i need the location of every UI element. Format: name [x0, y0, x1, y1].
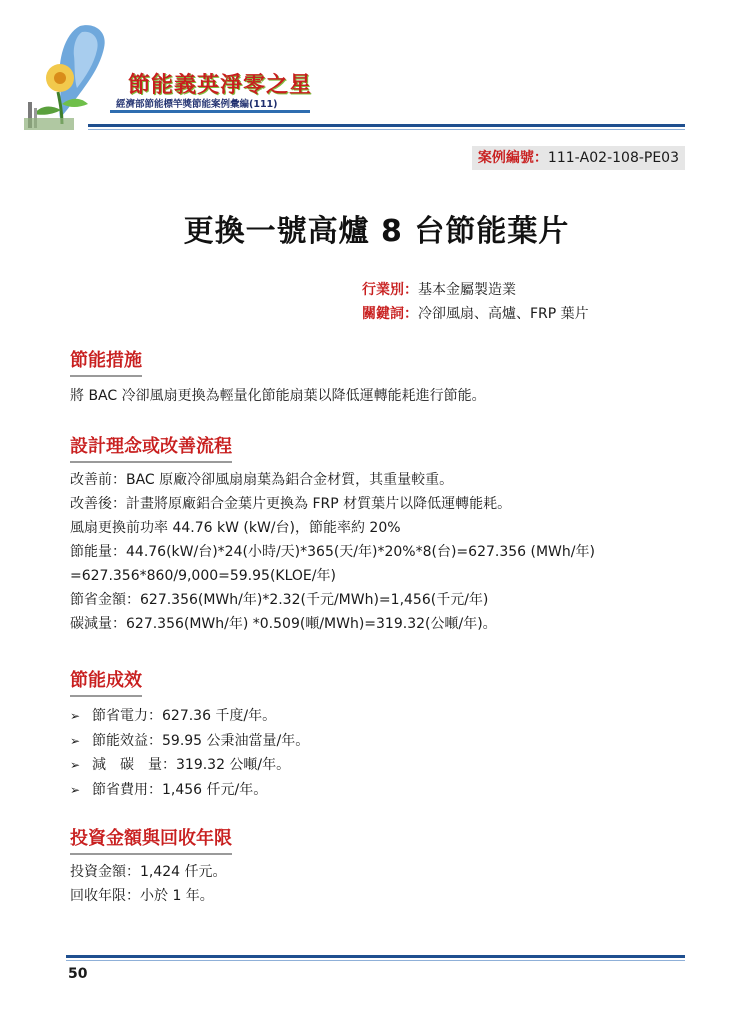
list-item: ➢ 節省費用：1,456 仟元/年。 [70, 778, 309, 803]
case-number [472, 146, 685, 170]
header-accent-bar [110, 110, 310, 113]
investment-line: 投資金額：1,424 仟元。 [70, 864, 227, 880]
design-line: 節能量：44.76(kW/台)*24(小時/天)*365(天/年)*20%*8(台)=627.356 (MWh/年) [70, 544, 595, 560]
case-number-value: 111-A02-108-PE03 [547, 150, 679, 166]
investment-line: 回收年限：小於 1 年。 [70, 888, 214, 904]
industry-row [362, 278, 589, 302]
design-line: =627.356*860/9,000=59.95(KLOE/年) [70, 568, 336, 584]
list-item: ➢ 減 碳 量：319.32 公噸/年。 [70, 753, 309, 778]
design-text [70, 468, 595, 636]
arrow-right-icon: ➢ [70, 709, 81, 723]
design-line: 碳減量：627.356(MWh/年) *0.509(噸/MWh)=319.32(公噸/年)。 [70, 616, 497, 632]
taiwan-landscape-logo-icon [20, 18, 130, 133]
arrow-right-icon: ➢ [70, 733, 81, 748]
header-title: 節能義英淨零之星 [128, 72, 313, 98]
case-number-label: 案例編號： [477, 150, 548, 166]
arrow-right-icon: ➢ [70, 782, 81, 797]
design-line: 風扇更換前功率 44.76 kW (kW/台)，節能率約 20% [70, 520, 401, 536]
list-item: ➢ 節能效益：59.95 公秉油當量/年。 [70, 729, 309, 754]
keywords-label: 關鍵詞： [362, 306, 418, 322]
page-header [20, 18, 320, 138]
bottom-divider-thin [66, 960, 685, 961]
design-line: 改善前：BAC 原廠冷卻風扇扇葉為鋁合金材質，其重量較重。 [70, 472, 454, 488]
section-heading-investment: 投資金額與回收年限 [70, 824, 232, 855]
investment-text [70, 860, 227, 908]
results-list [70, 704, 309, 802]
page-title: 更換一號高爐 8 台節能葉片 [183, 214, 570, 249]
design-line: 改善後：計畫將原廠鋁合金葉片更換為 FRP 材質葉片以降低運轉能耗。 [70, 496, 512, 512]
top-divider-thin [88, 129, 685, 130]
industry-label: 行業別： [362, 282, 418, 298]
section-heading-measures: 節能措施 [70, 346, 142, 377]
bottom-divider [66, 955, 685, 958]
case-meta [362, 278, 589, 326]
arrow-right-icon: ➢ [70, 758, 81, 772]
top-divider [88, 124, 685, 127]
section-heading-design: 設計理念或改善流程 [70, 432, 232, 463]
header-subtitle: 經濟部節能標竿獎節能案例彙編(111) [116, 99, 278, 110]
list-item: ➢ 節省電力：627.36 千度/年。 [70, 704, 309, 729]
section-heading-results: 節能成效 [70, 666, 142, 697]
keywords-value: 冷卻風扇、高爐、FRP 葉片 [418, 306, 589, 322]
page-number: 50 [68, 966, 88, 982]
keywords-row [362, 302, 589, 326]
measures-text: 將 BAC 冷卻風扇更換為輕量化節能扇葉以降低運轉能耗進行節能。 [70, 388, 486, 404]
industry-value: 基本金屬製造業 [418, 282, 516, 298]
design-line: 節省金額：627.356(MWh/年)*2.32(千元/MWh)=1,456(千元/年) [70, 592, 489, 608]
